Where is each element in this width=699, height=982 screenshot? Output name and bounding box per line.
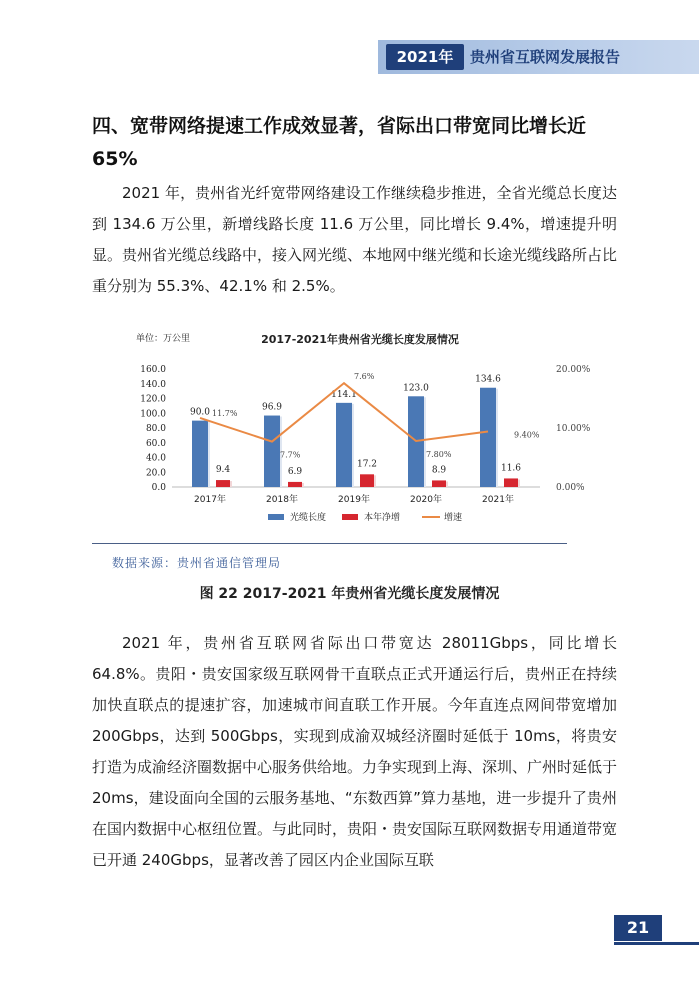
paragraph-2: 2021 年，贵州省互联网省际出口带宽达 28011Gbps，同比增长 64.8%。贵阳・贵安国家级互联网骨干直联点正式开通运行后，贵州正在持续加快直联点的提速扩容，加速城市间直联工作开展。今年直连点网间带宽增加 200Gbps，达到 500Gbps，实现到成渝双城经济圈时延低于 10ms，将贵安打造为成渝经济圈数据中心服务供给地。力争实现到上海、深圳、广州时延低于 20ms，建设面向全国的云服务基地、“东数西算”算力基地，进一步提升了贵州在国内数据中心枢纽位置。与此同时，贵阳・贵安国际互联网数据专用通道带宽已开通 240Gbps，显著改善了园区内企业国际互联: [92, 634, 618, 869]
bar-length: [192, 421, 208, 487]
bar-length: [264, 416, 280, 487]
y-tick-label: 80.0: [145, 424, 166, 434]
bar-net-increase: [432, 480, 446, 487]
bar-length-label: 96.9: [261, 402, 283, 413]
bar-net-increase: [216, 480, 230, 487]
y2-tick-label: 20.00%: [556, 365, 591, 375]
x-tick-label: 2017年: [194, 495, 226, 505]
bar-net-label: 9.4: [215, 465, 231, 476]
growth-label: 9.40%: [514, 430, 540, 440]
growth-label: 7.80%: [426, 449, 452, 459]
legend-swatch: [342, 514, 358, 520]
legend-label: 本年净增: [364, 513, 401, 523]
y2-tick-label: 0.00%: [556, 483, 585, 493]
bar-net-increase: [288, 482, 302, 487]
legend-label: 增速: [444, 513, 463, 523]
bar-length-label: 123.0: [403, 383, 429, 394]
legend-swatch: [268, 514, 284, 520]
section-title: 四、宽带网络提速工作成效显著，省际出口带宽同比增长近65%: [92, 115, 587, 170]
y-tick-label: 100.0: [140, 409, 166, 420]
legend-label: 光缆长度: [290, 513, 327, 523]
x-tick-label: 2019年: [338, 495, 370, 505]
x-tick-label: 2021年: [482, 495, 514, 505]
bar-net-label: 17.2: [356, 459, 378, 470]
bar-length: [336, 403, 352, 487]
y-tick-label: 40.0: [145, 453, 166, 464]
growth-label: 7.7%: [280, 450, 301, 460]
x-tick-label: 2018年: [266, 495, 298, 505]
bar-length-label: 90.0: [189, 407, 211, 418]
growth-label: 7.6%: [354, 372, 375, 382]
page-number: 21: [614, 915, 662, 941]
chart-unit-label: 单位：万公里: [136, 334, 191, 344]
header-year: 2021年: [386, 44, 464, 70]
y2-tick-label: 10.00%: [556, 424, 591, 434]
header-report-title: 贵州省互联网发展报告: [470, 48, 621, 66]
chart-divider: [92, 543, 567, 544]
y-tick-label: 120.0: [140, 394, 166, 405]
chart-title: 2017-2021年贵州省光缆长度发展情况: [261, 333, 459, 346]
y-tick-label: 140.0: [140, 379, 166, 390]
page-number-rule: [614, 942, 699, 945]
y-tick-label: 20.0: [145, 468, 166, 479]
x-tick-label: 2020年: [410, 495, 442, 505]
growth-label: 11.7%: [212, 408, 238, 418]
header-band: [378, 40, 699, 74]
bar-net-label: 8.9: [431, 465, 447, 476]
figure-caption: 图 22 2017-2021 年贵州省光缆长度发展情况: [199, 586, 500, 602]
y-tick-label: 160.0: [140, 365, 166, 375]
y-tick-label: 0.0: [151, 483, 166, 493]
bar-net-increase: [360, 474, 374, 487]
paragraph-1: 2021 年，贵州省光纤宽带网络建设工作继续稳步推进，全省光缆总长度达到 134.6 万公里，新增线路长度 11.6 万公里，同比增长 9.4%，增速提升明显。贵州省光缆总线路中，接入网光缆、本地网中继光缆和长途光缆线路所占比重分别为 55.3%、42.1% 和 2.5%。: [92, 184, 618, 295]
bar-length-label: 134.6: [475, 374, 501, 385]
bar-net-increase: [504, 478, 518, 487]
chart-legend: [268, 511, 462, 523]
chart: [110, 325, 600, 545]
bar-length: [480, 388, 496, 487]
bar-net-label: 11.6: [500, 463, 522, 474]
data-source: 数据来源：贵州省通信管理局: [112, 556, 282, 570]
y-tick-label: 60.0: [145, 438, 166, 449]
bar-net-label: 6.9: [287, 466, 303, 477]
bar-length-label: 114.1: [331, 389, 357, 400]
chart-svg: [110, 325, 600, 545]
